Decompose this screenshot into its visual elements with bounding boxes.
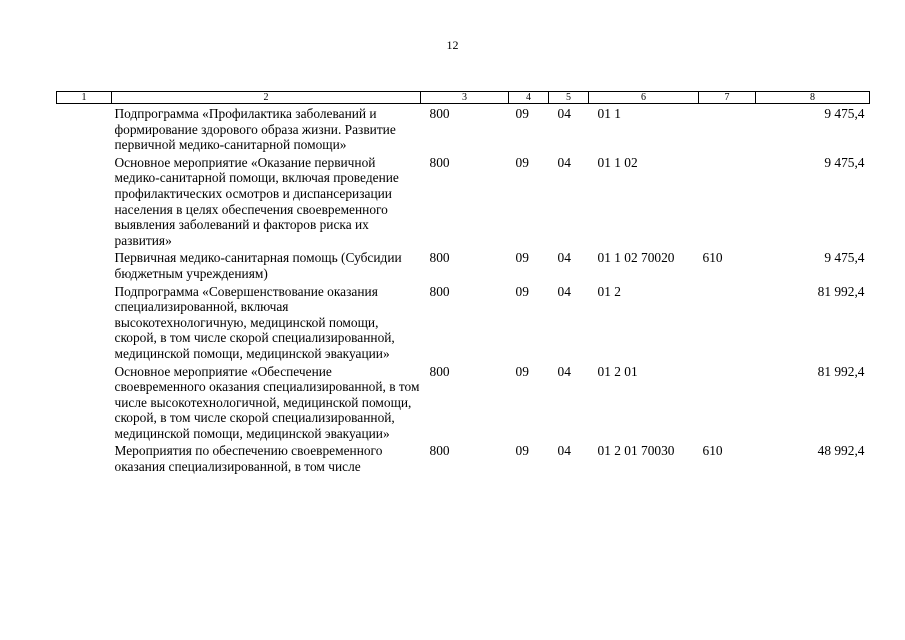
row-number-cell bbox=[57, 104, 112, 153]
expense-type-code bbox=[699, 104, 756, 153]
header-col-2: 2 bbox=[112, 92, 421, 104]
table-row bbox=[57, 362, 870, 442]
department-code: 800 bbox=[429, 283, 450, 299]
subsection-code: 04 bbox=[557, 250, 571, 266]
section-code: 09 bbox=[515, 363, 529, 379]
item-name: Основное мероприятие «Оказание первичной медико-санитарной помощи, включая проведение профилактических осмотров и диспансеризации населения в целях обеспечения своевременного выявления заболеваний и факторов риска их развития» bbox=[114, 154, 399, 248]
section-code: 09 bbox=[515, 283, 529, 299]
amount: 48 992,4 bbox=[817, 443, 865, 459]
amount: 9 475,4 bbox=[824, 250, 865, 266]
section-code: 09 bbox=[515, 250, 529, 266]
item-name: Подпрограмма «Совершенствование оказания специализированной, включая высокотехнологичную, медицинской помощи, скорой, в том числе скорой специализированной, медицинской помощи, медицинской эвакуации» bbox=[114, 283, 395, 361]
table-header-row bbox=[57, 92, 870, 104]
target-article-code: 01 1 02 70020 bbox=[597, 250, 675, 266]
header-col-5: 5 bbox=[549, 92, 589, 104]
amount: 9 475,4 bbox=[824, 154, 865, 170]
department-code: 800 bbox=[429, 363, 450, 379]
budget-table bbox=[56, 91, 870, 475]
row-number-cell bbox=[57, 153, 112, 249]
item-name: Мероприятия по обеспечению своевременного оказания специализированной, в том числе bbox=[114, 443, 383, 475]
target-article-code: 01 1 bbox=[597, 106, 621, 121]
section-code: 09 bbox=[515, 106, 529, 121]
department-code: 800 bbox=[429, 154, 450, 170]
amount: 81 992,4 bbox=[817, 283, 865, 299]
table-row bbox=[57, 248, 870, 281]
department-code: 800 bbox=[429, 106, 450, 121]
header-col-8: 8 bbox=[756, 92, 870, 104]
amount: 9 475,4 bbox=[824, 106, 865, 121]
header-col-3: 3 bbox=[421, 92, 509, 104]
row-number-cell bbox=[57, 441, 112, 474]
subsection-code: 04 bbox=[557, 154, 571, 170]
target-article-code: 01 2 01 bbox=[597, 363, 638, 379]
expense-type-code: 610 bbox=[702, 250, 723, 266]
target-article-code: 01 2 bbox=[597, 283, 621, 299]
section-code: 09 bbox=[515, 443, 529, 459]
subsection-code: 04 bbox=[557, 443, 571, 459]
header-col-1: 1 bbox=[57, 92, 112, 104]
expense-type-code bbox=[699, 362, 756, 442]
item-name: Первичная медико-санитарная помощь (Субсидии бюджетным учреждениям) bbox=[114, 250, 402, 281]
table-row bbox=[57, 104, 870, 153]
row-number-cell bbox=[57, 362, 112, 442]
item-name: Подпрограмма «Профилактика заболеваний и формирование здорового образа жизни. Развитие первичной медико-санитарной помощи» bbox=[114, 106, 396, 153]
row-number-cell bbox=[57, 248, 112, 281]
subsection-code: 04 bbox=[557, 363, 571, 379]
header-col-6: 6 bbox=[589, 92, 699, 104]
target-article-code: 01 2 01 70030 bbox=[597, 443, 675, 459]
amount: 81 992,4 bbox=[817, 363, 865, 379]
section-code: 09 bbox=[515, 154, 529, 170]
expense-type-code bbox=[699, 153, 756, 249]
table-row bbox=[57, 441, 870, 474]
header-col-7: 7 bbox=[699, 92, 756, 104]
table-row bbox=[57, 153, 870, 249]
department-code: 800 bbox=[429, 443, 450, 459]
item-name: Основное мероприятие «Обеспечение своевременного оказания специализированной, в том числе высокотехнологичной, медицинской помощи, скорой, в том числе скорой специализированной, медицинской помощи, медицинской эвакуации» bbox=[114, 363, 420, 441]
row-number-cell bbox=[57, 282, 112, 362]
expense-type-code bbox=[699, 282, 756, 362]
table-row bbox=[57, 282, 870, 362]
header-col-4: 4 bbox=[509, 92, 549, 104]
subsection-code: 04 bbox=[557, 106, 571, 121]
department-code: 800 bbox=[429, 250, 450, 266]
target-article-code: 01 1 02 bbox=[597, 154, 638, 170]
subsection-code: 04 bbox=[557, 283, 571, 299]
page-number: 12 bbox=[446, 38, 459, 52]
expense-type-code: 610 bbox=[702, 443, 723, 459]
